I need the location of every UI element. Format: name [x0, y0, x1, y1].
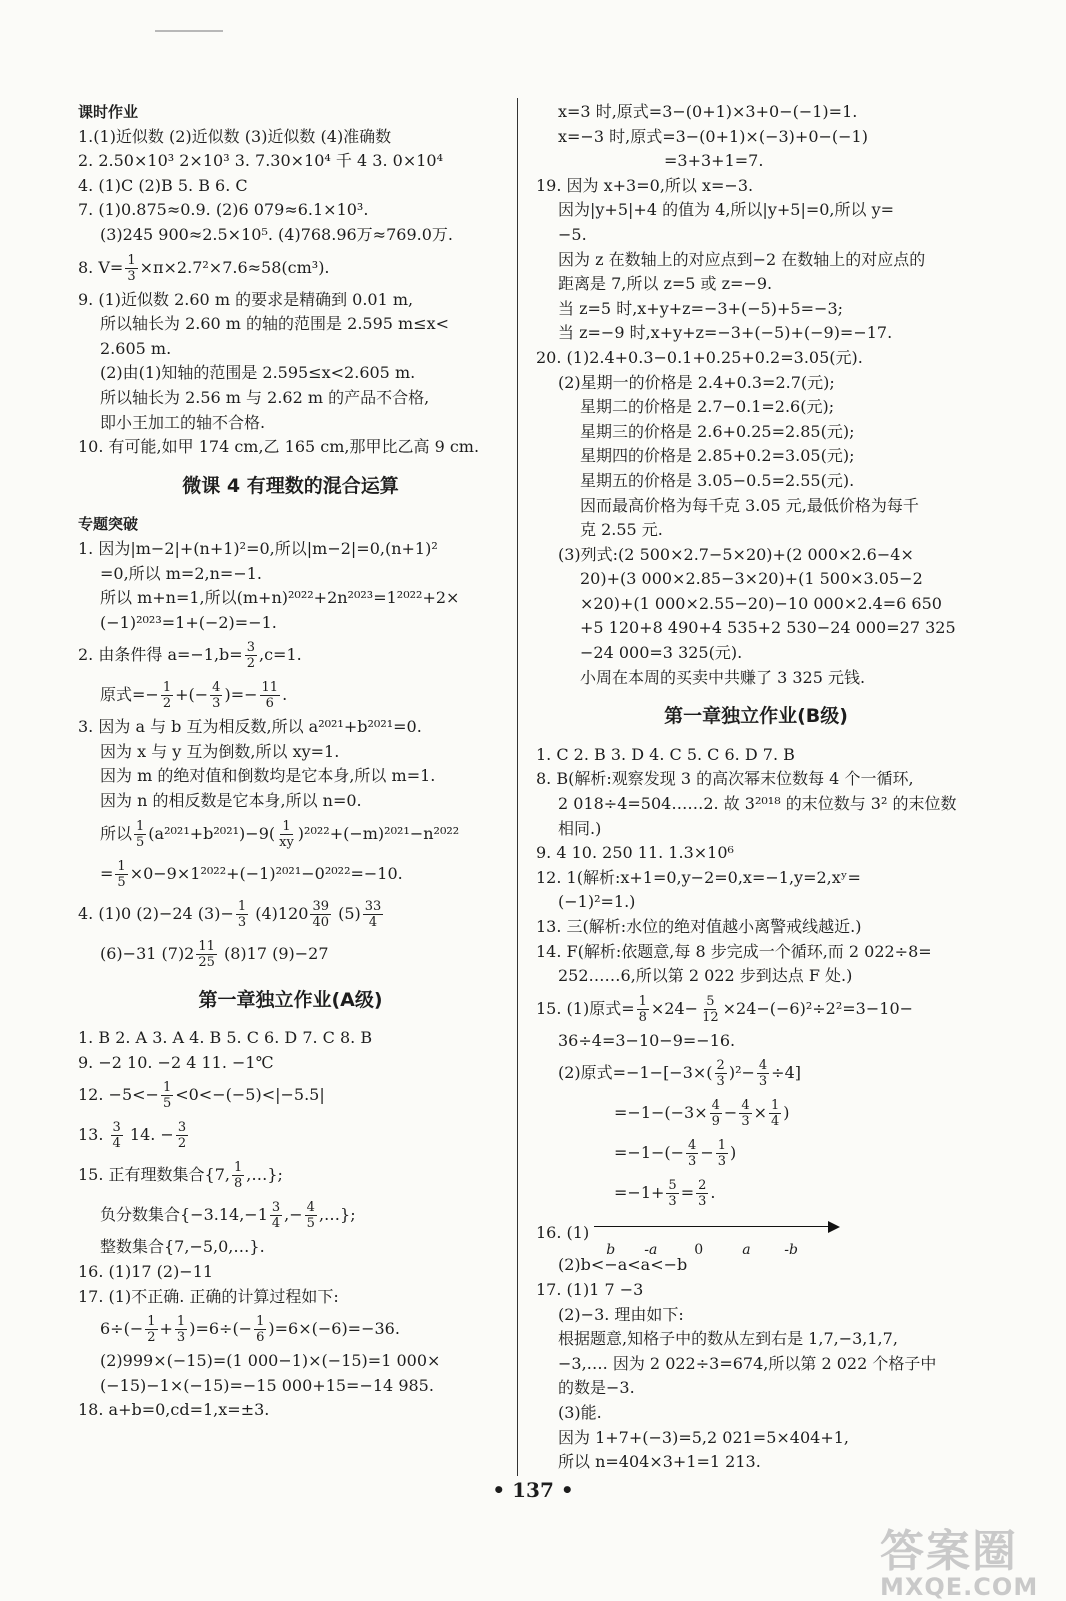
- text: (5): [333, 903, 361, 923]
- fraction-den: 4: [368, 914, 378, 930]
- subheading-zhuanti: 专题突破: [78, 515, 139, 534]
- answer-line: 整数集合{7,−5,0,…}.: [100, 1237, 265, 1257]
- fraction-num: 39: [312, 898, 329, 914]
- text: (8)17 (9)−27: [218, 943, 329, 963]
- answer-line: 36÷4=3−10−9=−16.: [558, 1030, 736, 1050]
- page-number: • 137 •: [492, 1478, 574, 1502]
- fraction: [232, 1160, 244, 1191]
- answer-line: 所以 m+n=1,所以(m+n)²⁰²²+2n²⁰²³=1²⁰²²+2×: [100, 588, 460, 608]
- fraction: [739, 1098, 751, 1129]
- text: (6)−31 (7)2: [100, 943, 195, 963]
- answer-line: (−1)²⁰²³=1+(−2)=−1.: [100, 612, 277, 632]
- answer-line: −3,…. 因为 2 022÷3=674,所以第 2 022 个格子中: [558, 1353, 937, 1373]
- answer-line: [78, 934, 503, 974]
- text: +: [159, 1319, 173, 1339]
- text: ×24−(−6)²÷2²=3−10−: [722, 998, 914, 1018]
- fraction: [111, 1120, 123, 1151]
- fraction-num: 4: [758, 1058, 768, 1074]
- answer-line: 的数是−3.: [558, 1378, 635, 1398]
- text: =: [100, 863, 114, 883]
- answer-line: (3)245 900≈2.5×10⁵. (4)768.96万≈769.0万.: [100, 224, 453, 244]
- answer-line: (2)星期一的价格是 2.4+0.3=2.7(元);: [558, 372, 835, 392]
- fraction-den: 5: [306, 1216, 315, 1232]
- arrow-right-icon: [828, 1221, 840, 1233]
- fraction: [696, 1178, 708, 1209]
- fraction: [134, 819, 146, 850]
- answer-line: (3)能.: [558, 1402, 602, 1422]
- text: ,−: [284, 1205, 303, 1225]
- fraction: [715, 1058, 727, 1089]
- answer-line: 根据题意,知格子中的数从左到右是 1,7,−3,1,7,: [558, 1329, 898, 1349]
- answer-line: 8. B(解析:观察发现 3 的高次幂末位数每 4 个一循环,: [536, 769, 914, 789]
- answer-line: (−1)²=1.): [558, 892, 636, 912]
- text: ): [730, 1143, 737, 1163]
- fraction-num: 1: [127, 252, 136, 268]
- answer-line: 3. 因为 a 与 b 互为相反数,所以 a²⁰²¹+b²⁰²¹=0.: [78, 717, 422, 737]
- fraction: [236, 899, 248, 930]
- answer-line: −5.: [558, 224, 587, 244]
- fraction-den: xy: [279, 834, 294, 850]
- fraction: [245, 640, 257, 671]
- answer-line: 17. (1)不正确. 正确的计算过程如下:: [78, 1286, 339, 1306]
- subheading-keshi: 课时作业: [78, 103, 139, 121]
- answer-line: 当 z=5 时,x+y+z=−3+(−5)+5=−3;: [558, 298, 844, 318]
- fraction-den: 5: [136, 834, 145, 850]
- fraction-num: 1: [237, 898, 247, 914]
- answer-line: 星期二的价格是 2.7−0.1=2.6(元);: [580, 397, 835, 417]
- fraction-num: 1: [717, 1138, 727, 1154]
- fraction-num: 33: [364, 898, 382, 914]
- answer-line: 小周在本周的买卖中共赚了 3 325 元钱.: [580, 667, 866, 687]
- answer-line: [78, 1195, 503, 1235]
- text: <0<−(−5)<|−5.5|: [175, 1085, 325, 1105]
- answer-line: 20)+(3 000×2.85−3×20)+(1 500×3.05−2: [580, 569, 923, 589]
- fraction-num: 11: [198, 938, 215, 954]
- answer-line: 相同.): [558, 818, 602, 838]
- text: ×24−: [650, 998, 699, 1018]
- fraction-num: 3: [177, 1120, 187, 1136]
- fraction-den: 3: [176, 1330, 186, 1346]
- fraction-num: 3: [271, 1200, 281, 1216]
- fraction-num: 1: [162, 1080, 172, 1096]
- fraction-den: 3: [688, 1154, 697, 1170]
- answer-line: (2)b<−a<a<−b: [558, 1255, 688, 1275]
- answer-line: 18. a+b=0,cd=1,x=±3.: [78, 1400, 270, 1420]
- answer-line: 因为|y+5|+4 的值为 4,所以|y+5|=0,所以 y=: [558, 200, 895, 220]
- answer-line: 20. (1)2.4+0.3−0.1+0.25+0.2=3.05(元).: [536, 347, 863, 367]
- answer-line: 所以 n=404×3+1=1 213.: [558, 1452, 761, 1472]
- section-title-weike: 微课 4 有理数的混合运算: [182, 474, 399, 497]
- text: 15. 正有理数集合{7,: [78, 1165, 230, 1185]
- answer-line: 7. (1)0.875≈0.9. (2)6 079≈6.1×10³.: [78, 200, 369, 220]
- top-rule: [155, 30, 223, 32]
- fraction-num: 1: [638, 993, 647, 1009]
- fraction-den: 12: [702, 1009, 719, 1025]
- text: ,…};: [246, 1165, 283, 1185]
- text: 原式=−: [100, 685, 159, 705]
- answer-line: ×20)+(1 000×2.55−20)−10 000×2.4=6 650: [580, 593, 942, 613]
- text: .: [710, 1183, 716, 1203]
- fraction: [176, 1120, 188, 1151]
- fraction-num: 4: [212, 680, 221, 696]
- fraction-den: 3: [717, 1154, 727, 1170]
- left-column: [78, 100, 503, 1423]
- fraction-den: 3: [668, 1194, 677, 1210]
- fraction-den: 3: [716, 1074, 725, 1090]
- text: =−1−(−: [614, 1143, 685, 1163]
- fraction: [757, 1058, 769, 1089]
- fraction-num: 4: [688, 1138, 697, 1154]
- answer-line: 2. 2.50×10³ 2×10³ 3. 7.30×10⁴ 千 4 3. 0×10⁴: [78, 151, 443, 171]
- answer-line: [78, 248, 503, 288]
- answer-line: 9. −2 10. −2 4 11. −1℃: [78, 1052, 274, 1072]
- fraction-den: 3: [758, 1074, 768, 1090]
- fraction-den: 2: [147, 1330, 156, 1346]
- number-line: [594, 1218, 844, 1258]
- fraction: [145, 1314, 157, 1345]
- answer-line: 即小王加工的轴不合格.: [100, 412, 266, 432]
- text: 12. −5<−: [78, 1085, 159, 1105]
- answer-line: =3+3+1=7.: [664, 151, 764, 171]
- fraction-num: 3: [112, 1120, 121, 1136]
- text: =−1+: [614, 1183, 665, 1203]
- answer-line: [78, 1075, 503, 1115]
- answer-line: 9. 4 10. 250 11. 1.3×10⁶: [536, 843, 734, 863]
- fraction-num: 1: [256, 1314, 265, 1330]
- answer-line: 因而最高价格为每千克 3.05 元,最低价格为每千: [580, 495, 919, 515]
- text: (2)原式=−1−[−3×(: [558, 1063, 713, 1083]
- fraction: [686, 1138, 698, 1169]
- answer-line: +5 120+8 490+4 535+2 530−24 000=27 325: [580, 618, 956, 638]
- text: =−1−(−3×: [614, 1103, 708, 1123]
- answer-line: 13. 三(解析:水位的绝对值越小离警戒线越近.): [536, 917, 862, 936]
- text: +(−: [175, 685, 209, 705]
- answer-line: [78, 854, 503, 894]
- fraction: [175, 1314, 187, 1345]
- answer-line: 因为 n 的相反数是它本身,所以 n=0.: [100, 791, 362, 811]
- fraction-num: 1: [282, 818, 291, 834]
- fraction-den: 40: [312, 914, 329, 930]
- fraction-den: 3: [741, 1114, 750, 1130]
- fraction-den: 2: [246, 656, 255, 672]
- answer-line: 因为 1+7+(−3)=5,2 021=5×404+1,: [558, 1427, 850, 1447]
- answer-line: [78, 675, 503, 715]
- text: ×: [753, 1103, 768, 1123]
- fraction-num: 11: [261, 680, 279, 696]
- text: (4)120: [250, 903, 309, 923]
- section-title-b: 第一章独立作业(B级): [664, 705, 848, 728]
- answer-line: 因为 x 与 y 互为倒数,所以 xy=1.: [100, 741, 340, 761]
- fraction-num: 4: [711, 1098, 720, 1114]
- fraction: [363, 899, 384, 930]
- answer-line: [78, 1115, 503, 1155]
- fraction-den: 4: [271, 1216, 281, 1232]
- number-line-label: b: [606, 1241, 616, 1258]
- fraction-den: 6: [256, 1330, 265, 1346]
- answer-line: 1. B 2. A 3. A 4. B 5. C 6. D 7. C 8. B: [78, 1028, 373, 1048]
- answer-line: [536, 989, 976, 1029]
- answer-line: 1.(1)近似数 (2)近似数 (3)近似数 (4)准确数: [78, 126, 392, 146]
- answer-line: 1. C 2. B 3. D 4. C 5. C 6. D 7. B: [536, 744, 795, 764]
- number-line-label: 0: [694, 1241, 704, 1258]
- fraction-num: 1: [136, 818, 145, 834]
- number-line-label: -b: [784, 1241, 798, 1258]
- fraction: [716, 1138, 728, 1169]
- section-title-a: 第一章独立作业(A级): [198, 988, 383, 1011]
- fraction-den: 2: [177, 1136, 187, 1152]
- fraction-den: 3: [698, 1194, 707, 1210]
- fraction: [254, 1314, 266, 1345]
- answer-line: 2.605 m.: [100, 338, 172, 358]
- answer-line: 当 z=−9 时,x+y+z=−3+(−5)+(−9)=−17.: [558, 323, 893, 343]
- fraction: [270, 1200, 282, 1231]
- answer-line: (2)−3. 理由如下:: [558, 1304, 684, 1324]
- answer-line: 所以轴长为 2.56 m 与 2.62 m 的产品不合格,: [100, 387, 430, 407]
- answer-line: (2)999×(−15)=(1 000−1)×(−15)=1 000×: [100, 1351, 441, 1371]
- fraction-num: 5: [668, 1178, 677, 1194]
- watermark-domain: MXQE.COM: [880, 1573, 1039, 1601]
- fraction: [666, 1178, 678, 1209]
- fraction: [125, 253, 137, 284]
- fraction: [700, 994, 721, 1025]
- text: ,c=1.: [259, 645, 302, 665]
- fraction-num: 1: [233, 1160, 243, 1176]
- answer-line: [78, 1155, 503, 1195]
- fraction: [310, 899, 331, 930]
- text: ×π×2.7²×7.6≈58(cm³).: [139, 257, 330, 277]
- fraction-den: 5: [162, 1096, 172, 1112]
- fraction-den: 3: [127, 268, 136, 284]
- number-line-axis: [594, 1226, 830, 1227]
- answer-line: 16. (1)17 (2)−11: [78, 1262, 214, 1282]
- answer-line: 4. (1)C (2)B 5. B 6. C: [78, 175, 248, 195]
- answer-line: x=3 时,原式=3−(0+1)×3+0−(−1)=1.: [558, 102, 858, 121]
- fraction-den: 8: [638, 1009, 647, 1025]
- text: )²⁰²²+(−m)²⁰²¹−n²⁰²²: [297, 823, 460, 843]
- text: 16. (1): [536, 1223, 590, 1243]
- answer-line: 17. (1)1 7 −3: [536, 1279, 644, 1299]
- watermark-logo: [880, 1515, 1038, 1601]
- answer-line: 9. (1)近似数 2.60 m 的要求是精确到 0.01 m,: [78, 289, 414, 309]
- fraction-num: 3: [246, 640, 255, 656]
- fraction: [769, 1098, 781, 1129]
- text: 14. −: [124, 1125, 174, 1145]
- fraction-den: 5: [117, 874, 126, 890]
- answer-line: [78, 1309, 503, 1349]
- answer-line: 14. F(解析:依题意,每 8 步完成一个循环,而 2 022÷8=: [536, 941, 932, 961]
- text: )²−: [728, 1063, 755, 1083]
- fraction-num: 1: [162, 680, 172, 696]
- fraction-num: 2: [698, 1178, 707, 1194]
- answer-line: [536, 1093, 976, 1133]
- answer-line: [536, 1133, 976, 1173]
- text: ×0−9×1²⁰²²+(−1)²⁰²¹−0²⁰²²=−10.: [129, 863, 403, 883]
- answer-line: =0,所以 m=2,n=−1.: [100, 563, 262, 583]
- fraction-den: 25: [198, 954, 215, 970]
- text: 8. V=: [78, 257, 124, 277]
- text: =: [680, 1183, 695, 1203]
- text: 13.: [78, 1125, 109, 1145]
- text: ,…};: [318, 1205, 356, 1225]
- answer-line: (3)列式:(2 500×2.7−5×20)+(2 000×2.6−4×: [558, 544, 914, 564]
- fraction: [260, 680, 281, 711]
- answer-line: −24 000=3 325(元).: [580, 643, 743, 663]
- answer-line: [78, 635, 503, 675]
- column-divider: [517, 98, 518, 1476]
- text: .: [282, 685, 288, 705]
- text: 15. (1)原式=: [536, 998, 635, 1018]
- answer-line: [536, 1053, 976, 1093]
- text: ): [783, 1103, 790, 1123]
- fraction-den: 6: [265, 696, 274, 712]
- fraction-num: 5: [706, 993, 715, 1009]
- fraction: [161, 1080, 173, 1111]
- text: 2. 由条件得 a=−1,b=: [78, 645, 243, 665]
- answer-line: 12. 1(解析:x+1=0,y−2=0,x=−1,y=2,xʸ=: [536, 867, 861, 887]
- fraction-den: 2: [162, 696, 172, 712]
- fraction: [305, 1200, 317, 1231]
- answer-line: 10. 有可能,如甲 174 cm,乙 165 cm,那甲比乙高 9 cm.: [78, 437, 480, 457]
- answer-line: [536, 1173, 976, 1213]
- answer-line: 星期三的价格是 2.6+0.25=2.85(元);: [580, 421, 855, 441]
- fraction: [277, 819, 296, 850]
- fraction: [710, 1098, 722, 1129]
- text: )=6×(−6)=−36.: [268, 1319, 400, 1339]
- fraction-den: 3: [237, 914, 247, 930]
- fraction-num: 4: [306, 1200, 315, 1216]
- fraction-den: 4: [771, 1114, 780, 1130]
- answer-line: 1. 因为|m−2|+(n+1)²=0,所以|m−2|=0,(n+1)²: [78, 538, 438, 558]
- answer-line: (−15)−1×(−15)=−15 000+15=−14 985.: [100, 1375, 434, 1395]
- fraction: [210, 680, 222, 711]
- text: 所以: [100, 823, 133, 843]
- text: −: [723, 1103, 738, 1123]
- answer-line: 克 2.55 元.: [580, 520, 663, 540]
- answer-line: 星期五的价格是 3.05−0.5=2.55(元).: [580, 470, 855, 490]
- answer-line: [536, 1213, 976, 1258]
- watermark-text: 答案圈: [880, 1526, 1018, 1577]
- fraction-num: 1: [176, 1314, 186, 1330]
- answer-line: 因为 m 的绝对值和倒数均是它本身,所以 m=1.: [100, 766, 436, 786]
- fraction-den: 3: [212, 696, 221, 712]
- text: 6÷(−: [100, 1319, 144, 1339]
- fraction: [115, 859, 127, 890]
- text: −: [700, 1143, 714, 1163]
- answer-line: 星期四的价格是 2.85+0.2=3.05(元);: [580, 446, 855, 466]
- text: (a²⁰²¹+b²⁰²¹)−9(: [148, 823, 276, 843]
- fraction-den: 8: [233, 1176, 243, 1192]
- right-column: [536, 100, 976, 1475]
- fraction-num: 1: [771, 1098, 780, 1114]
- answer-line: 19. 因为 x+3=0,所以 x=−3.: [536, 175, 754, 195]
- fraction-num: 2: [716, 1058, 725, 1074]
- answer-line: x=−3 时,原式=3−(0+1)×(−3)+0−(−1): [558, 126, 868, 146]
- text: 4. (1)0 (2)−24 (3)−: [78, 903, 234, 923]
- answer-line: 距离是 7,所以 z=5 或 z=−9.: [558, 274, 773, 294]
- number-line-label: -a: [644, 1241, 658, 1258]
- fraction-num: 4: [741, 1098, 750, 1114]
- fraction-num: 1: [117, 858, 126, 874]
- answer-line: 因为 z 在数轴上的对应点到−2 在数轴上的对应点的: [558, 249, 926, 269]
- text: 负分数集合{−3.14,−1: [100, 1205, 268, 1225]
- fraction-num: 1: [147, 1314, 156, 1330]
- fraction-den: 9: [711, 1114, 720, 1130]
- fraction: [196, 939, 217, 970]
- text: )=6÷(−: [189, 1319, 253, 1339]
- text: ÷4]: [771, 1063, 801, 1083]
- fraction-den: 4: [112, 1136, 121, 1152]
- answer-line: [78, 814, 503, 854]
- text: )=−: [224, 685, 258, 705]
- answer-line: 所以轴长为 2.60 m 的轴的范围是 2.595 m≤x<: [100, 314, 450, 334]
- answer-line: (2)由(1)知轴的范围是 2.595≤x<2.605 m.: [100, 363, 416, 383]
- fraction: [161, 680, 173, 711]
- answer-line: 252……6,所以第 2 022 步到达点 F 处.): [558, 966, 853, 986]
- fraction: [637, 994, 649, 1025]
- answer-line: [78, 894, 503, 934]
- number-line-label: a: [742, 1241, 751, 1258]
- answer-line: 2 018÷4=504……2. 故 3²⁰¹⁸ 的末位数与 3² 的末位数: [558, 794, 957, 814]
